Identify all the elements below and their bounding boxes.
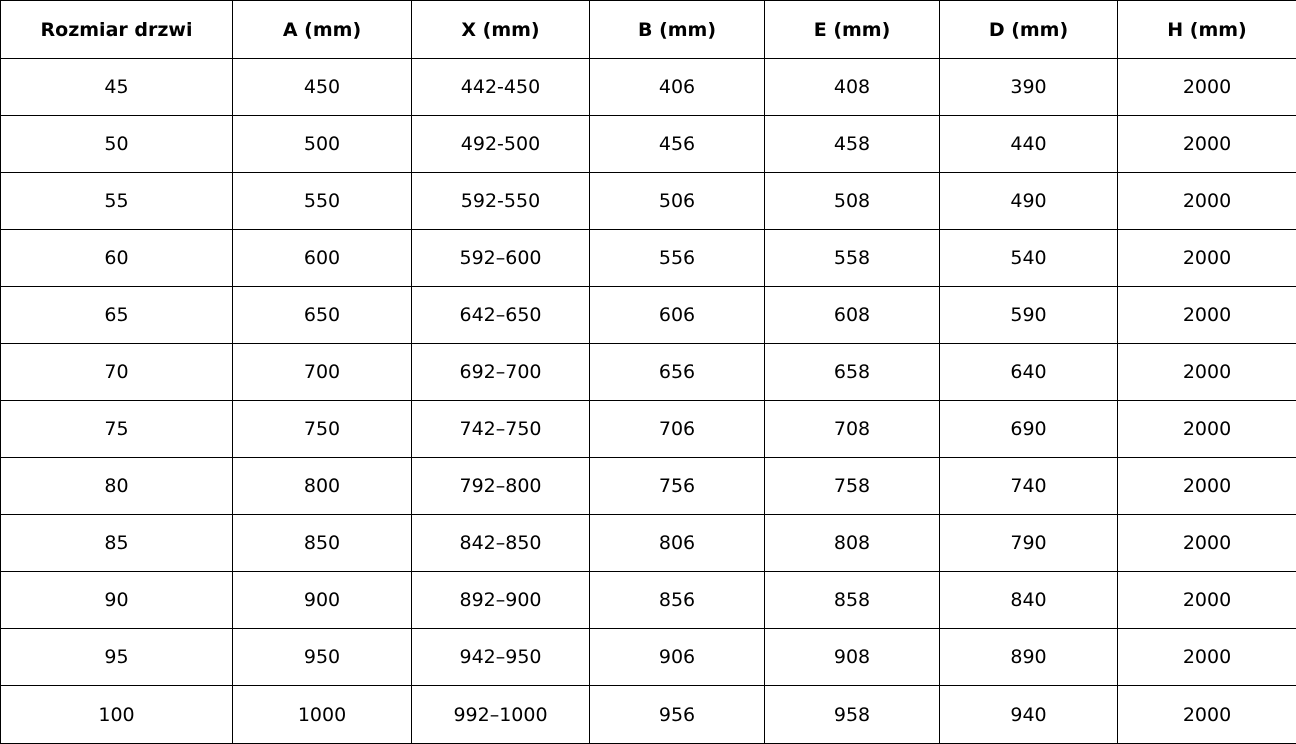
table-header-row [1,1,1296,59]
table-row [1,629,1296,686]
cell-d: 440 [940,116,1118,173]
cell-x: 592-550 [412,173,590,230]
cell-h: 2000 [1118,344,1296,401]
cell-b: 806 [590,515,765,572]
cell-e: 808 [765,515,940,572]
cell-b: 556 [590,230,765,287]
cell-d: 740 [940,458,1118,515]
cell-e: 858 [765,572,940,629]
cell-a: 900 [233,572,412,629]
table-row [1,287,1296,344]
cell-h: 2000 [1118,458,1296,515]
cell-h: 2000 [1118,629,1296,686]
column-header-a: A (mm) [233,1,412,59]
cell-e: 708 [765,401,940,458]
cell-b: 656 [590,344,765,401]
table-row [1,515,1296,572]
cell-e: 408 [765,59,940,116]
column-header-x: X (mm) [412,1,590,59]
cell-e: 908 [765,629,940,686]
cell-x: 592–600 [412,230,590,287]
cell-a: 1000 [233,686,412,744]
cell-b: 456 [590,116,765,173]
cell-e: 458 [765,116,940,173]
cell-door-size: 65 [1,287,233,344]
cell-h: 2000 [1118,572,1296,629]
cell-b: 506 [590,173,765,230]
cell-b: 756 [590,458,765,515]
cell-door-size: 50 [1,116,233,173]
cell-e: 508 [765,173,940,230]
cell-door-size: 95 [1,629,233,686]
cell-a: 700 [233,344,412,401]
cell-x: 842–850 [412,515,590,572]
cell-b: 706 [590,401,765,458]
cell-x: 942–950 [412,629,590,686]
cell-h: 2000 [1118,230,1296,287]
cell-door-size: 55 [1,173,233,230]
cell-d: 840 [940,572,1118,629]
cell-door-size: 45 [1,59,233,116]
cell-h: 2000 [1118,686,1296,744]
table-row [1,401,1296,458]
cell-a: 450 [233,59,412,116]
cell-d: 640 [940,344,1118,401]
table-row [1,686,1296,744]
cell-b: 606 [590,287,765,344]
cell-d: 940 [940,686,1118,744]
table-row [1,344,1296,401]
cell-e: 658 [765,344,940,401]
cell-h: 2000 [1118,173,1296,230]
cell-x: 642–650 [412,287,590,344]
cell-door-size: 80 [1,458,233,515]
column-header-door-size: Rozmiar drzwi [1,1,233,59]
cell-d: 540 [940,230,1118,287]
cell-h: 2000 [1118,515,1296,572]
cell-b: 406 [590,59,765,116]
table-row [1,230,1296,287]
cell-d: 590 [940,287,1118,344]
column-header-h: H (mm) [1118,1,1296,59]
cell-d: 390 [940,59,1118,116]
column-header-b: B (mm) [590,1,765,59]
column-header-e: E (mm) [765,1,940,59]
table-row [1,173,1296,230]
table-row [1,59,1296,116]
cell-e: 958 [765,686,940,744]
cell-e: 558 [765,230,940,287]
cell-h: 2000 [1118,116,1296,173]
cell-d: 790 [940,515,1118,572]
cell-a: 800 [233,458,412,515]
cell-h: 2000 [1118,287,1296,344]
cell-a: 550 [233,173,412,230]
cell-b: 906 [590,629,765,686]
cell-b: 856 [590,572,765,629]
cell-a: 650 [233,287,412,344]
cell-door-size: 60 [1,230,233,287]
cell-a: 950 [233,629,412,686]
cell-x: 742–750 [412,401,590,458]
cell-x: 992–1000 [412,686,590,744]
cell-b: 956 [590,686,765,744]
cell-door-size: 85 [1,515,233,572]
cell-h: 2000 [1118,59,1296,116]
cell-x: 792–800 [412,458,590,515]
cell-door-size: 75 [1,401,233,458]
cell-a: 600 [233,230,412,287]
cell-door-size: 90 [1,572,233,629]
cell-x: 442-450 [412,59,590,116]
cell-a: 500 [233,116,412,173]
column-header-d: D (mm) [940,1,1118,59]
cell-door-size: 100 [1,686,233,744]
cell-e: 608 [765,287,940,344]
cell-door-size: 70 [1,344,233,401]
cell-x: 692–700 [412,344,590,401]
cell-h: 2000 [1118,401,1296,458]
cell-x: 892–900 [412,572,590,629]
cell-x: 492-500 [412,116,590,173]
cell-e: 758 [765,458,940,515]
table-row [1,572,1296,629]
cell-a: 750 [233,401,412,458]
cell-d: 490 [940,173,1118,230]
cell-d: 690 [940,401,1118,458]
table-row [1,116,1296,173]
cell-d: 890 [940,629,1118,686]
cell-a: 850 [233,515,412,572]
table-body [1,59,1296,744]
table-row [1,458,1296,515]
table-header [1,1,1296,59]
